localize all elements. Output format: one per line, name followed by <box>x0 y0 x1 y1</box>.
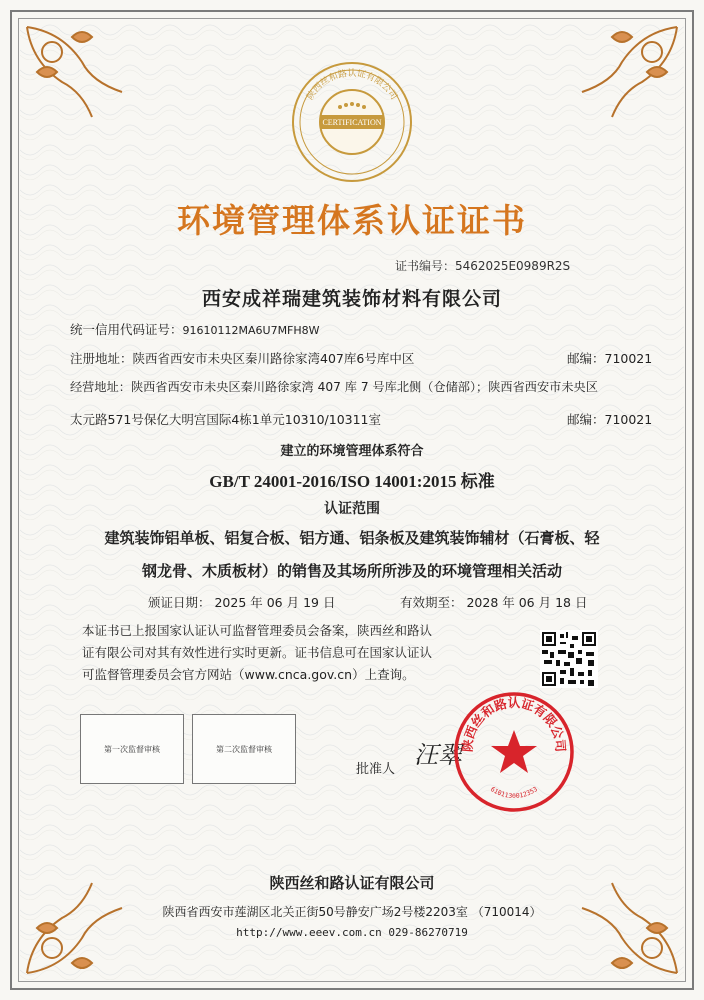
stamp-arc-text: 陕西丝和路认证有限公司 <box>459 695 569 753</box>
credit-code-value: 91610112MA6U7MFH8W <box>182 324 320 337</box>
scope-title: 认证范围 <box>324 501 380 517</box>
note-line-2: 证有限公司对其有效性进行实时更新。证书信息可在国家认证认 <box>82 645 433 660</box>
reg-postcode: 邮编：710021 <box>567 351 653 366</box>
certification-seal-logo <box>290 60 414 184</box>
supervision-2-label: 第二次监督审核 <box>216 744 272 754</box>
established-statement: 建立的环境管理体系符合 <box>280 444 424 459</box>
company-stamp <box>452 690 576 814</box>
supervision-box-1 <box>80 714 184 784</box>
approver-label: 批准人 <box>356 762 396 777</box>
operating-address-row <box>70 378 598 395</box>
registration-note <box>82 620 522 686</box>
corner-ornament-top-right <box>572 22 682 122</box>
valid-until: 有效期至： 2028 年 06 月 18 日 <box>400 595 588 610</box>
issue-date: 颁证日期： 2025 年 06 月 19 日 <box>148 595 336 610</box>
cert-no-value: 5462025E0989R2S <box>455 259 571 273</box>
cert-no-label: 证书编号： <box>395 259 456 273</box>
svg-text:6101130012353 <box>489 785 539 800</box>
reg-address-value: 陕西省西安市未央区秦川路徐家湾407库6号库中区 <box>132 351 415 366</box>
note-line-3: 可监督管理委员会官方网站（www.cnca.gov.cn）上查询。 <box>82 667 415 682</box>
signature-text: 汪翠 <box>414 741 462 769</box>
stamp-number-text: 6101130012353 <box>488 785 540 800</box>
footer-address: 陕西省西安市莲湖区北关正街50号静安广场2号楼2203室 （710014） <box>162 905 542 919</box>
footer-contact: http://www.eeev.com.cn 029-86270719 <box>236 926 468 939</box>
corner-ornament-top-left <box>22 22 132 122</box>
op-postcode: 邮编：710021 <box>567 412 653 427</box>
credit-code-row <box>70 320 320 338</box>
op-address-label: 经营地址： <box>70 380 131 394</box>
op-address-line1: 陕西省西安市未央区秦川路徐家湾 407 库 7 号库北侧（仓储部）；陕西省西安市未央区 <box>130 380 598 394</box>
footer-company: 陕西丝和路认证有限公司 <box>269 874 435 892</box>
note-line-1: 本证书已上报国家认证认可监督管理委员会备案，陕西丝和路认 <box>82 623 433 638</box>
supervision-box-2 <box>192 714 296 784</box>
certificate-number <box>395 257 570 274</box>
op-address-line2: 太元路571号保亿大明宫国际4栋1单元10310/10311室 <box>70 412 382 427</box>
certificate-title: 环境管理体系认证证书 <box>177 201 527 240</box>
registered-address-row <box>70 349 414 367</box>
reg-address-label: 注册地址： <box>70 351 133 366</box>
standard-code: GB/T 24001-2016/ISO 14001:2015 标准 <box>209 472 495 491</box>
seal-top-inner-text: CERTIFICATION <box>322 118 382 127</box>
scope-line-1: 建筑装饰铝单板、铝复合板、铝方通、铝条板及建筑装饰辅材（石膏板、轻 <box>104 529 600 547</box>
scope-line-2: 钢龙骨、木质板材）的销售及其场所所涉及的环境管理相关活动 <box>141 562 562 580</box>
credit-code-label: 统一信用代码证号： <box>70 322 183 337</box>
company-name: 西安成祥瑞建筑装饰材料有限公司 <box>201 288 502 310</box>
qr-code-icon[interactable] <box>540 630 598 688</box>
supervision-1-label: 第一次监督审核 <box>104 744 160 754</box>
seal-top-arc-text: 陕西丝和路认证有限公司 <box>305 69 399 102</box>
